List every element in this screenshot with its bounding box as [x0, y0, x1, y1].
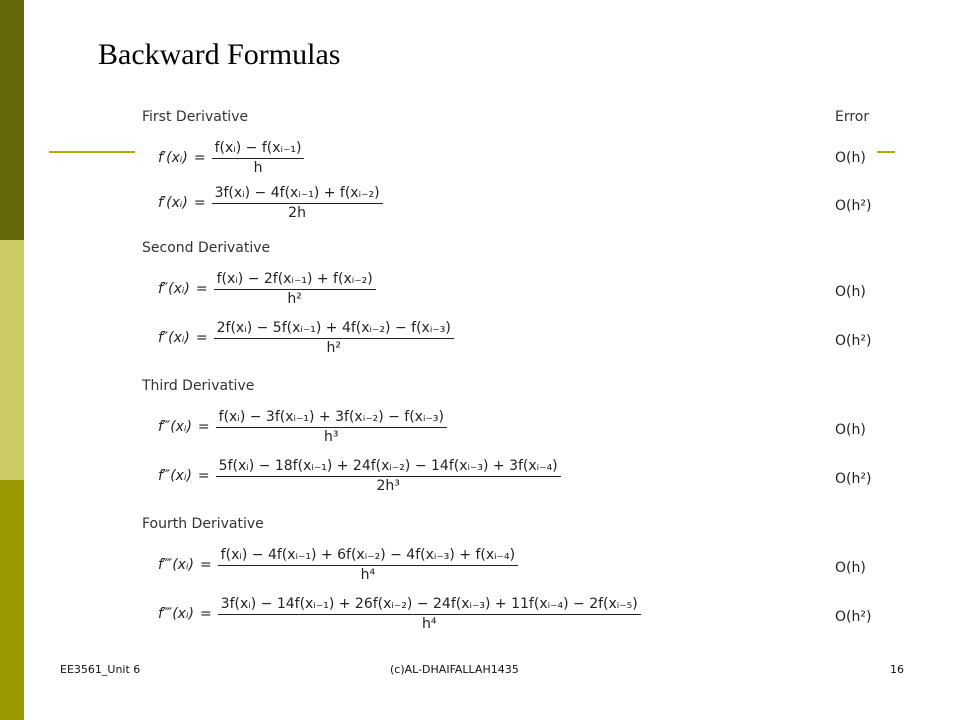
formula-third-1: [158, 409, 447, 445]
error-order: O(h): [835, 284, 866, 300]
equals-sign: =: [195, 330, 208, 346]
side-bar-light: [0, 240, 24, 480]
error-order: O(h²): [835, 198, 872, 214]
formula-lhs: f′(xᵢ): [158, 195, 188, 211]
numerator: 3f(xᵢ) − 14f(xᵢ₋₁) + 26f(xᵢ₋₂) − 24f(xᵢ₋₃) + 11f(xᵢ₋₄) − 2f(xᵢ₋₅): [218, 596, 641, 615]
formula-second-1: [158, 271, 376, 307]
error-order: O(h): [835, 150, 866, 166]
numerator: 5f(xᵢ) − 18f(xᵢ₋₁) + 24f(xᵢ₋₂) − 14f(xᵢ₋₃) + 3f(xᵢ₋₄): [216, 458, 561, 477]
section-heading-second: Second Derivative: [142, 240, 271, 256]
fraction: [212, 140, 305, 176]
formula-fourth-1: [158, 547, 518, 583]
equals-sign: =: [193, 195, 206, 211]
numerator: f(xᵢ) − 3f(xᵢ₋₁) + 3f(xᵢ₋₂) − f(xᵢ₋₃): [216, 409, 447, 428]
formula-lhs: f″(xᵢ): [158, 330, 190, 346]
formula-lhs: f″(xᵢ): [158, 281, 190, 297]
denominator: h⁴: [421, 616, 437, 632]
fraction: [218, 596, 641, 632]
equals-sign: =: [199, 557, 212, 573]
formula-second-2: [158, 320, 454, 356]
side-bar-olive: [0, 480, 24, 720]
section-heading-fourth: Fourth Derivative: [142, 516, 264, 532]
denominator: h: [253, 160, 263, 176]
numerator: f(xᵢ) − 4f(xᵢ₋₁) + 6f(xᵢ₋₂) − 4f(xᵢ₋₃) + f(xᵢ₋₄): [218, 547, 518, 566]
footer-copyright: (c)AL-DHAIFALLAH1435: [390, 663, 519, 676]
numerator: 2f(xᵢ) − 5f(xᵢ₋₁) + 4f(xᵢ₋₂) − f(xᵢ₋₃): [214, 320, 454, 339]
error-order: O(h²): [835, 333, 872, 349]
equals-sign: =: [197, 468, 210, 484]
error-order: O(h): [835, 422, 866, 438]
fraction: [216, 458, 561, 494]
fraction: [214, 320, 454, 356]
formula-lhs: f′(xᵢ): [158, 150, 188, 166]
slide-title: Backward Formulas: [98, 38, 341, 71]
equals-sign: =: [193, 150, 206, 166]
footer-page-number: 16: [890, 663, 904, 676]
fraction: [212, 185, 383, 221]
denominator: h²: [326, 340, 341, 356]
title-rule-right: [877, 151, 895, 153]
side-bar-dark: [0, 0, 24, 240]
equals-sign: =: [195, 281, 208, 297]
section-heading-first: First Derivative: [142, 109, 249, 125]
numerator: 3f(xᵢ) − 4f(xᵢ₋₁) + f(xᵢ₋₂): [212, 185, 383, 204]
formula-fourth-2: [158, 596, 641, 632]
error-order: O(h²): [835, 609, 872, 625]
numerator: f(xᵢ) − 2f(xᵢ₋₁) + f(xᵢ₋₂): [214, 271, 376, 290]
footer-course: EE3561_Unit 6: [60, 663, 141, 676]
error-order: O(h): [835, 560, 866, 576]
numerator: f(xᵢ) − f(xᵢ₋₁): [212, 140, 305, 159]
equals-sign: =: [197, 419, 210, 435]
formula-lhs: f⁗(xᵢ): [158, 557, 194, 573]
formula-first-1: [158, 140, 304, 176]
error-order: O(h²): [835, 471, 872, 487]
formula-lhs: f‴(xᵢ): [158, 419, 192, 435]
formula-lhs: f‴(xᵢ): [158, 468, 192, 484]
formula-third-2: [158, 458, 561, 494]
formula-first-2: [158, 185, 383, 221]
section-heading-third: Third Derivative: [142, 378, 255, 394]
fraction: [218, 547, 518, 583]
error-heading: Error: [835, 109, 870, 125]
denominator: h⁴: [360, 567, 376, 583]
denominator: h³: [324, 429, 339, 445]
equals-sign: =: [199, 606, 212, 622]
denominator: h²: [287, 291, 302, 307]
title-rule-left: [49, 151, 135, 153]
denominator: 2h³: [376, 478, 400, 494]
denominator: 2h: [288, 205, 306, 221]
fraction: [216, 409, 447, 445]
formula-lhs: f⁗(xᵢ): [158, 606, 194, 622]
fraction: [214, 271, 376, 307]
